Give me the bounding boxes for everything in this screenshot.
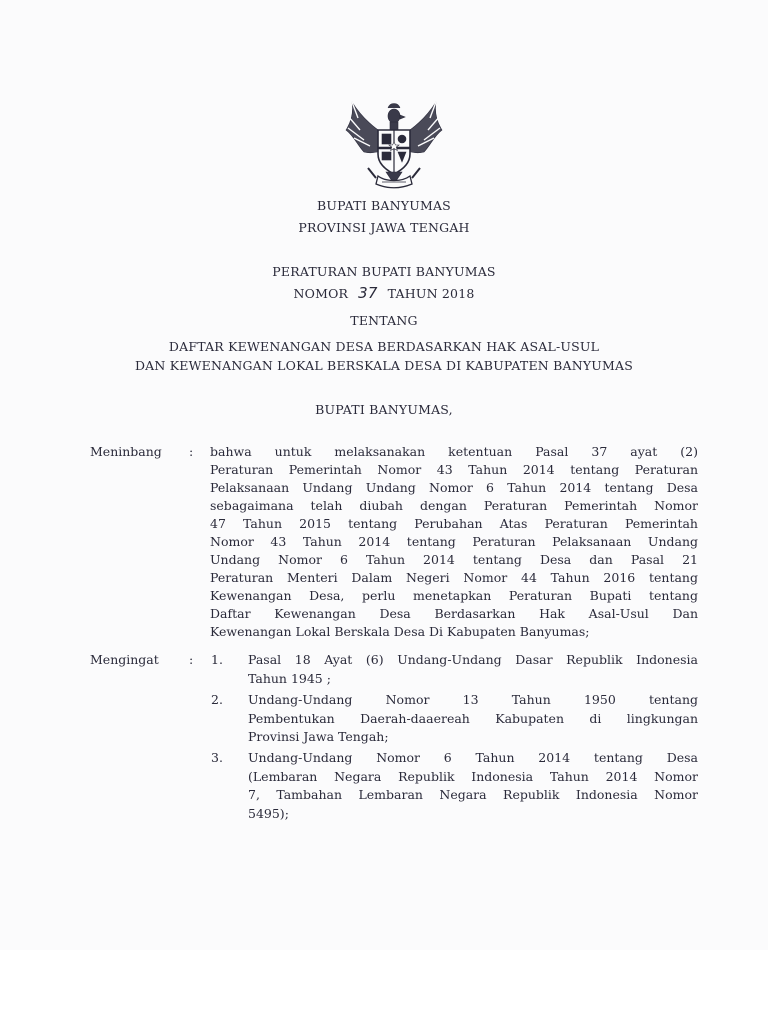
mengingat-item-line: 7, Tambahan Lembaran Negara Republik Indonesia Nomor [248, 787, 698, 802]
nomor-value: 37 [358, 284, 378, 302]
issuer-title: BUPATI BANYUMAS [317, 198, 451, 213]
menimbang-line: Nomor 43 Tahun 2014 tentang Peraturan Pelaksanaan Undang [210, 534, 698, 549]
province-title: PROVINSI JAWA TENGAH [298, 220, 470, 235]
issuer-signature-heading: BUPATI BANYUMAS, [315, 402, 453, 417]
menimbang-line: Undang Nomor 6 Tahun 2014 tentang Desa dan Pasal 21 [210, 552, 698, 567]
menimbang-line: 47 Tahun 2015 tentang Perubahan Atas Peraturan Pemerintah [210, 516, 698, 531]
mengingat-item-number: 1. [211, 652, 223, 667]
nomor-prefix: NOMOR [293, 286, 349, 301]
regulation-number [0, 284, 768, 302]
menimbang-line: Kewenangan Desa, perlu menetapkan Peraturan Bupati tentang [210, 588, 698, 603]
subject-line-2: DAN KEWENANGAN LOKAL BERSKALA DESA DI KABUPATEN BANYUMAS [134, 358, 634, 373]
mengingat-item-number: 2. [211, 692, 223, 707]
menimbang-colon: : [189, 444, 194, 459]
mengingat-label: Mengingat [90, 652, 159, 667]
mengingat-item-1 [248, 651, 698, 688]
mengingat-item-line: Provinsi Jawa Tengah; [248, 729, 389, 744]
mengingat-item-line: Pasal 18 Ayat (6) Undang-Undang Dasar Republik Indonesia [248, 652, 698, 667]
subject-line-1: DAFTAR KEWENANGAN DESA BERDASARKAN HAK ASAL-USUL [168, 339, 600, 354]
nomor-suffix: TAHUN 2018 [387, 286, 475, 301]
menimbang-line: Peraturan Menteri Dalam Negeri Nomor 44 Tahun 2016 tentang [210, 570, 698, 585]
garuda-emblem-icon [338, 96, 450, 192]
menimbang-line: sebagaimana telah diubah dengan Peraturan Pemerintah Nomor [210, 498, 698, 513]
menimbang-line: Kewenangan Lokal Berskala Desa Di Kabupaten Banyumas; [210, 624, 590, 639]
menimbang-line: bahwa untuk melaksanakan ketentuan Pasal 37 ayat (2) [210, 444, 698, 459]
mengingat-item-line: Tahun 1945 ; [248, 670, 331, 686]
menimbang-paragraph [210, 443, 698, 641]
mengingat-item-line: 5495); [248, 805, 289, 821]
mengingat-item-number: 3. [211, 750, 223, 765]
mengingat-item-line: Pembentukan Daerah-daaereah Kabupaten di lingkungan [248, 710, 698, 726]
mengingat-item-line: Undang-Undang Nomor 6 Tahun 2014 tentang Desa [248, 750, 698, 765]
mengingat-item-line: (Lembaran Negara Republik Indonesia Tahun 2014 Nomor [248, 768, 698, 784]
page-bottom-margin [0, 950, 768, 1024]
mengingat-item-line: Undang-Undang Nomor 13 Tahun 1950 tentang [248, 692, 698, 707]
tentang-heading: TENTANG [350, 313, 418, 328]
menimbang-line: Daftar Kewenangan Desa Berdasarkan Hak Asal-Usul Dan [210, 606, 698, 621]
regulation-title: PERATURAN BUPATI BANYUMAS [272, 264, 496, 279]
menimbang-label: Meninbang [90, 444, 162, 459]
mengingat-item-2 [248, 691, 698, 747]
menimbang-line: Pelaksanaan Undang Undang Nomor 6 Tahun 2014 tentang Desa [210, 480, 698, 495]
mengingat-colon: : [189, 652, 194, 667]
mengingat-item-3 [248, 749, 698, 823]
menimbang-line: Peraturan Pemerintah Nomor 43 Tahun 2014 tentang Peraturan [210, 462, 698, 477]
